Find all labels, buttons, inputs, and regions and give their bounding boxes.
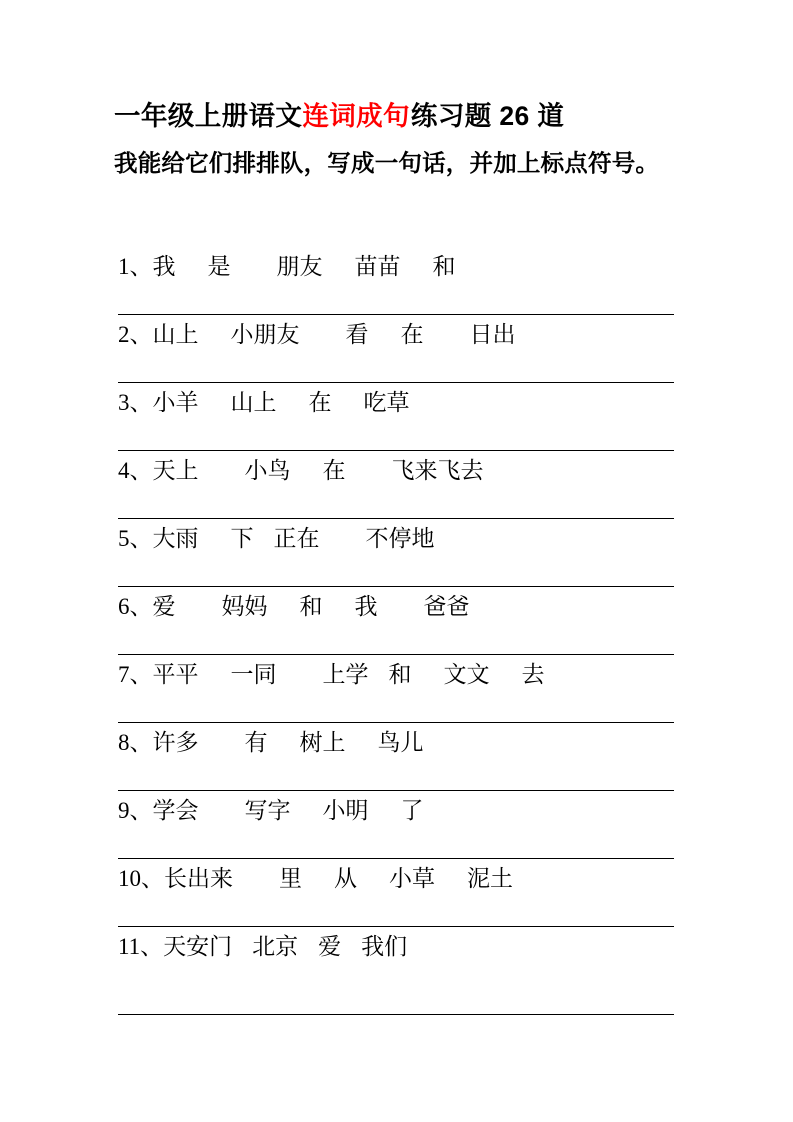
scrambled-word: 山上 (152, 322, 199, 347)
answer-rule[interactable] (118, 382, 674, 383)
scrambled-word: 了 (400, 798, 424, 823)
scrambled-words (153, 662, 545, 687)
answer-rule[interactable] (118, 314, 674, 315)
scrambled-word: 有 (244, 730, 268, 755)
exercise-row (118, 314, 674, 382)
word-gap (176, 589, 222, 625)
scrambled-word: 看 (345, 322, 369, 347)
word-gap (291, 793, 323, 829)
word-gap (300, 317, 346, 353)
item-number: 3、 (118, 390, 153, 415)
scrambled-word: 学会 (152, 798, 199, 823)
exercise-row (118, 722, 674, 790)
scrambled-words (153, 798, 424, 823)
item-number: 2、 (118, 322, 153, 347)
scrambled-word: 去 (521, 662, 545, 687)
scrambled-word: 树上 (299, 730, 346, 755)
word-gap (346, 725, 378, 761)
answer-rule[interactable] (118, 790, 674, 791)
answer-rule[interactable] (118, 586, 674, 587)
word-gap (199, 793, 245, 829)
exercise-item (118, 725, 674, 761)
item-number: 7、 (118, 662, 153, 687)
word-gap (233, 861, 279, 897)
word-gap (490, 657, 522, 693)
scrambled-words (153, 730, 424, 755)
instruction-text: 我能给它们排排队，写成一句话，并加上标点符号。 (114, 150, 660, 176)
scrambled-word: 飞来飞去 (391, 458, 484, 483)
exercise-item (118, 861, 674, 897)
exercise-item (118, 657, 674, 693)
item-number: 5、 (118, 526, 153, 551)
answer-rule[interactable] (118, 450, 674, 451)
scrambled-word: 天安门 (163, 934, 233, 959)
scrambled-word: 大雨 (152, 526, 199, 551)
item-number: 9、 (118, 798, 153, 823)
final-answer-rule[interactable] (118, 1014, 674, 1015)
scrambled-word: 鸟儿 (377, 730, 424, 755)
exercise-row (118, 518, 674, 586)
scrambled-word: 小朋友 (230, 322, 300, 347)
exercise-row (118, 654, 674, 722)
word-gap (199, 725, 245, 761)
word-gap (277, 385, 309, 421)
exercise-item (118, 589, 674, 625)
scrambled-word: 文文 (443, 662, 490, 687)
word-gap (424, 317, 470, 353)
scrambled-word: 朋友 (276, 254, 323, 279)
word-gap (369, 793, 401, 829)
word-gap (199, 385, 231, 421)
answer-rule[interactable] (118, 722, 674, 723)
item-number: 1、 (118, 254, 153, 279)
scrambled-words (153, 594, 470, 619)
scrambled-word: 长出来 (164, 866, 233, 891)
title-segment-suffix: 练习题 26 道 (410, 101, 565, 131)
scrambled-words (153, 254, 456, 279)
exercise-list (118, 246, 674, 994)
heading-block (114, 96, 680, 184)
scrambled-word: 在 (400, 322, 424, 347)
scrambled-word: 苗苗 (354, 254, 401, 279)
exercise-row (118, 382, 674, 450)
scrambled-word: 一同 (230, 662, 277, 687)
scrambled-words (153, 390, 410, 415)
answer-rule[interactable] (118, 858, 674, 859)
scrambled-word: 爱 (318, 934, 342, 959)
scrambled-word: 吃草 (363, 390, 410, 415)
item-number: 6、 (118, 594, 153, 619)
word-gap (401, 249, 433, 285)
word-gap (369, 317, 401, 353)
scrambled-word: 小明 (322, 798, 369, 823)
word-gap (268, 725, 300, 761)
scrambled-word: 和 (299, 594, 323, 619)
word-gap (199, 453, 245, 489)
exercise-item (118, 385, 674, 421)
scrambled-words (164, 866, 513, 891)
exercise-row (118, 586, 674, 654)
word-gap (341, 929, 361, 965)
exercise-row (118, 246, 674, 314)
exercise-row (118, 858, 674, 926)
scrambled-words (153, 458, 484, 483)
word-gap (435, 861, 467, 897)
exercise-item (118, 317, 674, 353)
scrambled-word: 不停地 (365, 526, 435, 551)
item-number: 11、 (118, 934, 164, 959)
scrambled-word: 平平 (152, 662, 199, 687)
word-gap (323, 249, 355, 285)
scrambled-word: 山上 (230, 390, 277, 415)
word-gap (323, 589, 355, 625)
word-gap (232, 929, 252, 965)
scrambled-word: 小鸟 (244, 458, 291, 483)
word-gap (176, 249, 208, 285)
word-gap (199, 521, 231, 557)
word-gap (332, 385, 364, 421)
scrambled-words (153, 322, 516, 347)
scrambled-word: 小草 (389, 866, 435, 891)
item-number: 10、 (118, 866, 164, 891)
scrambled-word: 我 (152, 254, 176, 279)
title-segment-highlight: 连词成句 (302, 101, 410, 131)
scrambled-word: 小羊 (152, 390, 199, 415)
word-gap (231, 249, 277, 285)
scrambled-words (163, 934, 407, 959)
scrambled-word: 上学 (322, 662, 369, 687)
scrambled-word: 爸爸 (423, 594, 470, 619)
scrambled-word: 在 (322, 458, 346, 483)
word-gap (412, 657, 444, 693)
answer-rule[interactable] (118, 518, 674, 519)
scrambled-word: 我们 (361, 934, 408, 959)
scrambled-word: 北京 (252, 934, 299, 959)
scrambled-word: 妈妈 (221, 594, 268, 619)
word-gap (357, 861, 389, 897)
exercise-row (118, 450, 674, 518)
item-number: 8、 (118, 730, 153, 755)
scrambled-word: 是 (207, 254, 231, 279)
word-gap (199, 317, 231, 353)
word-gap (378, 589, 424, 625)
word-gap (268, 589, 300, 625)
word-gap (369, 657, 389, 693)
exercise-row (118, 926, 674, 994)
word-gap (298, 929, 318, 965)
exercise-item (118, 793, 674, 829)
word-gap (320, 521, 366, 557)
scrambled-word: 和 (388, 662, 412, 687)
page-title (114, 96, 680, 136)
scrambled-word: 从 (334, 866, 357, 891)
word-gap (277, 657, 323, 693)
exercise-item (118, 453, 674, 489)
answer-rule[interactable] (118, 926, 674, 927)
scrambled-word: 泥土 (467, 866, 513, 891)
exercise-item (118, 929, 674, 965)
scrambled-word: 正在 (273, 526, 320, 551)
exercise-row (118, 790, 674, 858)
word-gap (254, 521, 274, 557)
scrambled-word: 下 (230, 526, 254, 551)
word-gap (291, 453, 323, 489)
word-gap (302, 861, 334, 897)
scrambled-word: 和 (432, 254, 456, 279)
scrambled-word: 爱 (152, 594, 176, 619)
word-gap (346, 453, 392, 489)
title-segment-prefix: 一年级上册语文 (114, 101, 303, 131)
answer-rule[interactable] (118, 654, 674, 655)
scrambled-word: 许多 (152, 730, 199, 755)
word-gap (199, 657, 231, 693)
exercise-item (118, 521, 674, 557)
scrambled-words (153, 526, 435, 551)
scrambled-word: 里 (279, 866, 302, 891)
scrambled-word: 写字 (244, 798, 291, 823)
scrambled-word: 日出 (469, 322, 516, 347)
exercise-item (118, 249, 674, 285)
scrambled-word: 我 (354, 594, 378, 619)
scrambled-word: 在 (308, 390, 332, 415)
scrambled-word: 天上 (152, 458, 199, 483)
item-number: 4、 (118, 458, 153, 483)
